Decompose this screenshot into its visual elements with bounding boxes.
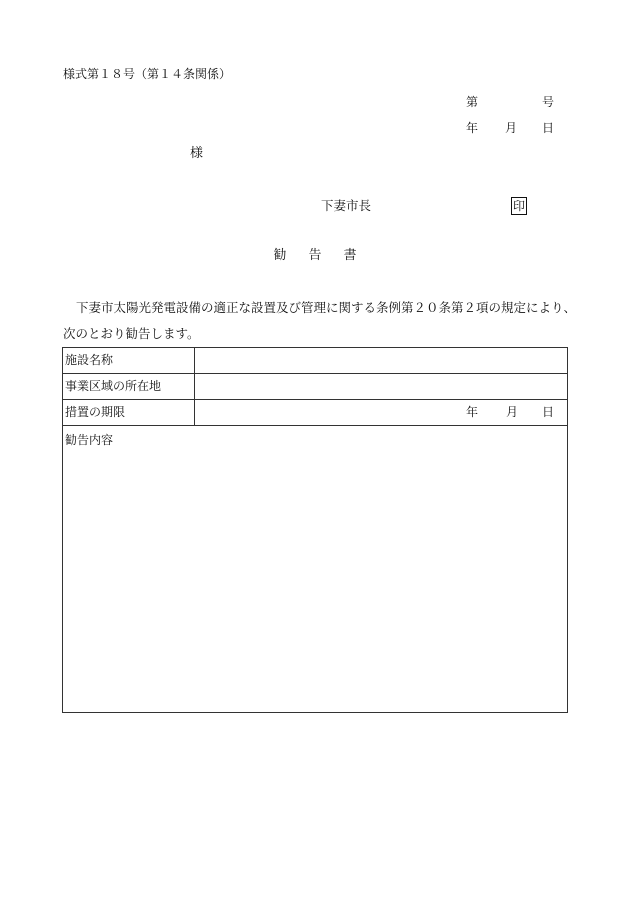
recommendation-table xyxy=(62,347,568,713)
document-number-suffix: 号 xyxy=(542,95,555,109)
date-year-label: 年 xyxy=(466,121,479,135)
deadline-label: 措置の期限 xyxy=(65,405,126,419)
project-location-label: 事業区域の所在地 xyxy=(65,379,162,393)
document-number-prefix: 第 xyxy=(466,95,479,109)
addressee-honorific: 様 xyxy=(190,146,204,161)
date-month-label: 月 xyxy=(505,121,518,135)
form-number: 様式第１８号（第１４条関係） xyxy=(63,67,232,81)
deadline-field[interactable] xyxy=(194,400,568,425)
body-text-line-2: 次のとおり勧告します。 xyxy=(63,326,200,341)
project-location-field[interactable] xyxy=(194,374,568,399)
recommendation-content-label: 勧告内容 xyxy=(65,433,114,447)
facility-name-field[interactable] xyxy=(194,348,568,373)
deadline-month-label: 月 xyxy=(506,405,519,419)
date-day-label: 日 xyxy=(542,121,555,135)
deadline-day-label: 日 xyxy=(542,405,555,419)
recommendation-content-area[interactable] xyxy=(63,426,567,712)
issuer-name: 下妻市長 xyxy=(321,198,372,213)
table-row-facility-name xyxy=(63,348,567,374)
seal-mark: 印 xyxy=(512,199,525,213)
document-title: 勧告書 xyxy=(273,248,379,263)
table-row-deadline xyxy=(63,400,567,426)
body-text-line-1: 下妻市太陽光発電設備の適正な設置及び管理に関する条例第２０条第２項の規定により、 xyxy=(76,300,577,315)
facility-name-label: 施設名称 xyxy=(65,353,114,367)
deadline-year-label: 年 xyxy=(466,405,479,419)
table-row-project-location xyxy=(63,374,567,400)
